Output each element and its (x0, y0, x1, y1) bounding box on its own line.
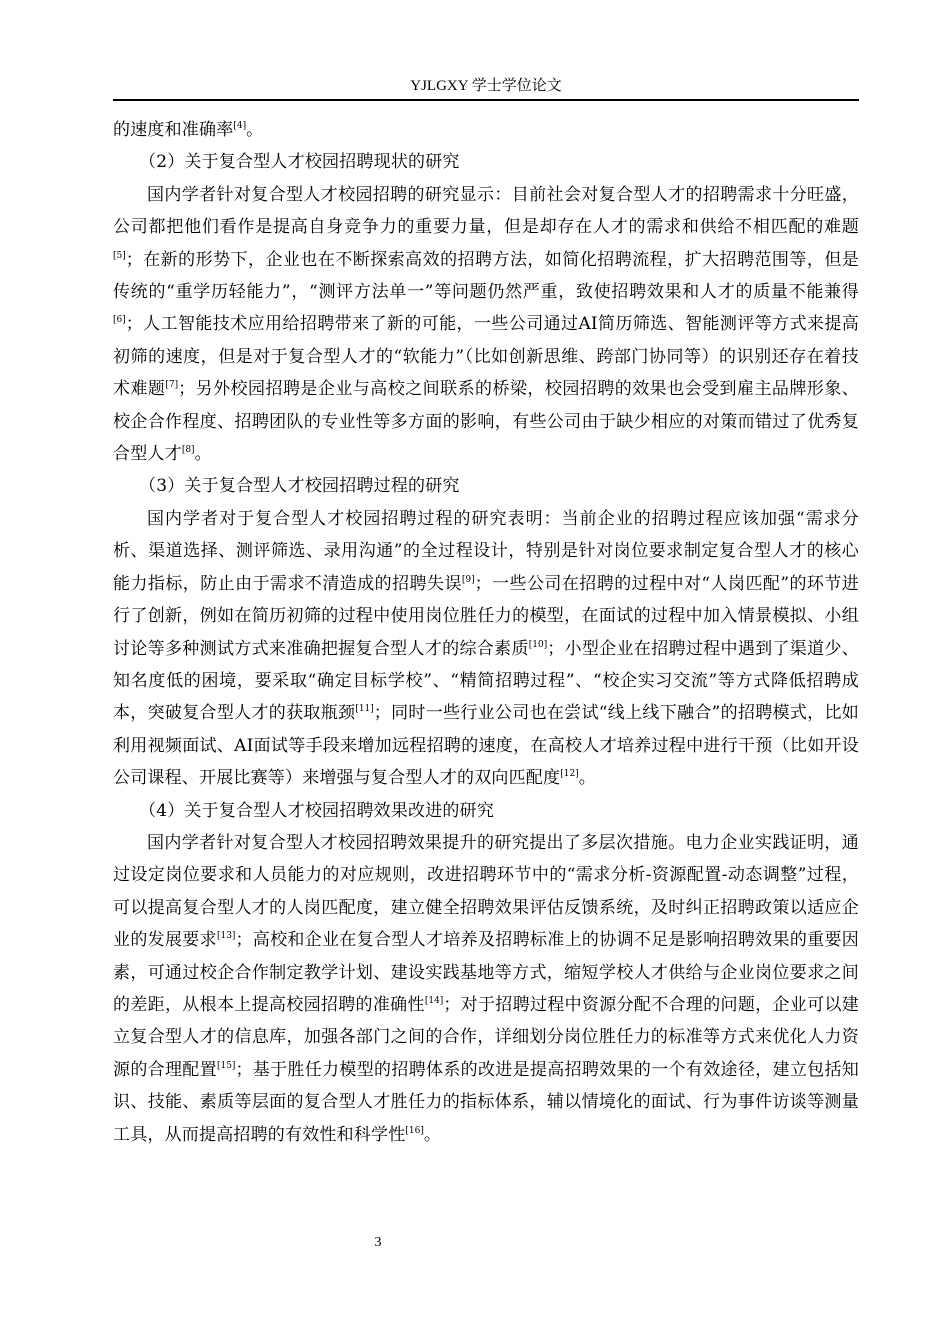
paragraph-text: 。 (194, 444, 212, 465)
citation: [4] (233, 121, 247, 131)
paragraph-process-research (113, 503, 859, 795)
paragraph-text: ；同时一些行业公司也在尝试“线上线下融合”的招聘模式，比如利用视频面试、AI面试等手段来增加远程招聘的速度，在高校人才培养过程中进行干预（比如开设公司课程、开展比赛等）来增强与复合型人才的双向匹配度 (113, 703, 859, 789)
page-number: 3 (374, 1235, 382, 1250)
paragraph-text: 国内学者针对复合型人才校园招聘效果提升的研究提出了多层次措施。电力企业实践证明，通过设定岗位要求和人员能力的对应规则，改进招聘环节中的“需求分析-资源配置-动态调整”过程，可以提高复合型人才的人岗匹配度，建立健全招聘效果评估反馈系统，及时纠正招聘政策以适应企业的发展要求 (113, 832, 859, 951)
running-header-title: YJLGXY 学士学位论文 (410, 78, 562, 94)
section-heading-3: （3）关于复合型人才校园招聘过程的研究 (139, 476, 460, 497)
citation: [14] (424, 995, 444, 1006)
paragraph-text: ；人工智能技术应用给招聘带来了新的可能，一些公司通过AI简历筛选、智能测评等方式来提高初筛的速度，但是对于复合型人才的“软能力”（比如创新思维、跨部门协同等）的识别还存在着技术难题 (113, 314, 859, 400)
paragraph-text: 国内学者针对复合型人才校园招聘的研究显示：目前社会对复合型人才的招聘需求十分旺盛，公司都把他们看作是提高自身竞争力的重要力量，但是却存在人才的需求和供给不相匹配的难题 (113, 184, 859, 238)
paragraph-text: ；一些公司在招聘的过程中对“人岗匹配”的环节进行了创新，例如在简历初筛的过程中使用岗位胜任力的模型，在面试的过程中加入情景模拟、小组讨论等多种测试方式来准确把握复合型人才的综合素质 (113, 573, 859, 659)
section-heading-4: （4）关于复合型人才校园招聘效果改进的研究 (139, 800, 495, 821)
citation: [9] (461, 574, 475, 585)
citation: [5] (113, 250, 126, 261)
citation: [16] (405, 1125, 424, 1136)
paragraph-text: ；另外校园招聘是企业与高校之间联系的桥梁，校园招聘的效果也会受到雇主品牌形象、校企合作程度、招聘团队的专业性等多方面的影响，有些公司由于缺少相应的对策而错过了优秀复合型人才 (113, 379, 859, 465)
citation: [15] (216, 1060, 236, 1071)
paragraph-improvement-research (113, 827, 859, 1151)
body-text (113, 114, 859, 1151)
paragraph-text: ；在新的形势下，企业也在不断探索高效的招聘方法，如简化招聘流程，扩大招聘范围等，但是传统的“重学历轻能力”，“测评方法单一”等问题仍然严重，致使招聘效果和人才的质量不能兼得 (113, 249, 859, 303)
header-divider (113, 99, 859, 101)
paragraph-status-research (113, 179, 859, 471)
paragraph-text: ；小型企业在招聘过程中遇到了渠道少、知名度低的困境，要采取“确定目标学校”、“精简招聘过程”、“校企实习交流”等方式降低招聘成本，突破复合型人才的获取瓶颈 (113, 638, 859, 724)
paragraph-text: ；对于招聘过程中资源分配不合理的问题，企业可以建立复合型人才的信息库，加强各部门之间的合作，详细划分岗位胜任力的标准等方式来优化人力资源的合理配置 (113, 994, 859, 1080)
paragraph-continuation (113, 114, 859, 146)
paragraph-text: ；基于胜任力模型的招聘体系的改进是提高招聘效果的一个有效途径，建立包括知识、技能、素质等层面的复合型人才胜任力的指标体系，辅以情境化的面试、行为事件访谈等测量工具，从而提高招聘的有效性和科学性 (113, 1059, 859, 1145)
citation: [10] (528, 639, 548, 650)
citation: [7] (165, 380, 179, 391)
paragraph-text: 的速度和准确率 (113, 120, 234, 140)
citation: [13] (216, 931, 236, 942)
citation: [11] (355, 704, 374, 715)
paragraph-text: 。 (578, 768, 596, 789)
paragraph-text: ；高校和企业在复合型人才培养及招聘标准上的协调不足是影响招聘效果的重要因素，可通过校企合作制定教学计划、建设实践基地等方式，缩短学校人才供给与企业岗位要求之间的差距，从根本上提高校园招聘的准确性 (113, 930, 859, 1015)
citation: [12] (560, 769, 579, 780)
citation: [8] (181, 445, 195, 456)
citation: [6] (113, 315, 126, 326)
paragraph-text: 。 (423, 1124, 442, 1145)
paragraph-text: 。 (246, 120, 264, 140)
paragraph-text: 国内学者对于复合型人才校园招聘过程的研究表明：当前企业的招聘过程应该加强“需求分析、渠道选择、测评筛选、录用沟通”的全过程设计，特别是针对岗位要求制定复合型人才的核心能力指标，防止由于需求不清造成的招聘失误 (113, 508, 859, 594)
section-heading-2: （2）关于复合型人才校园招聘现状的研究 (139, 152, 460, 173)
